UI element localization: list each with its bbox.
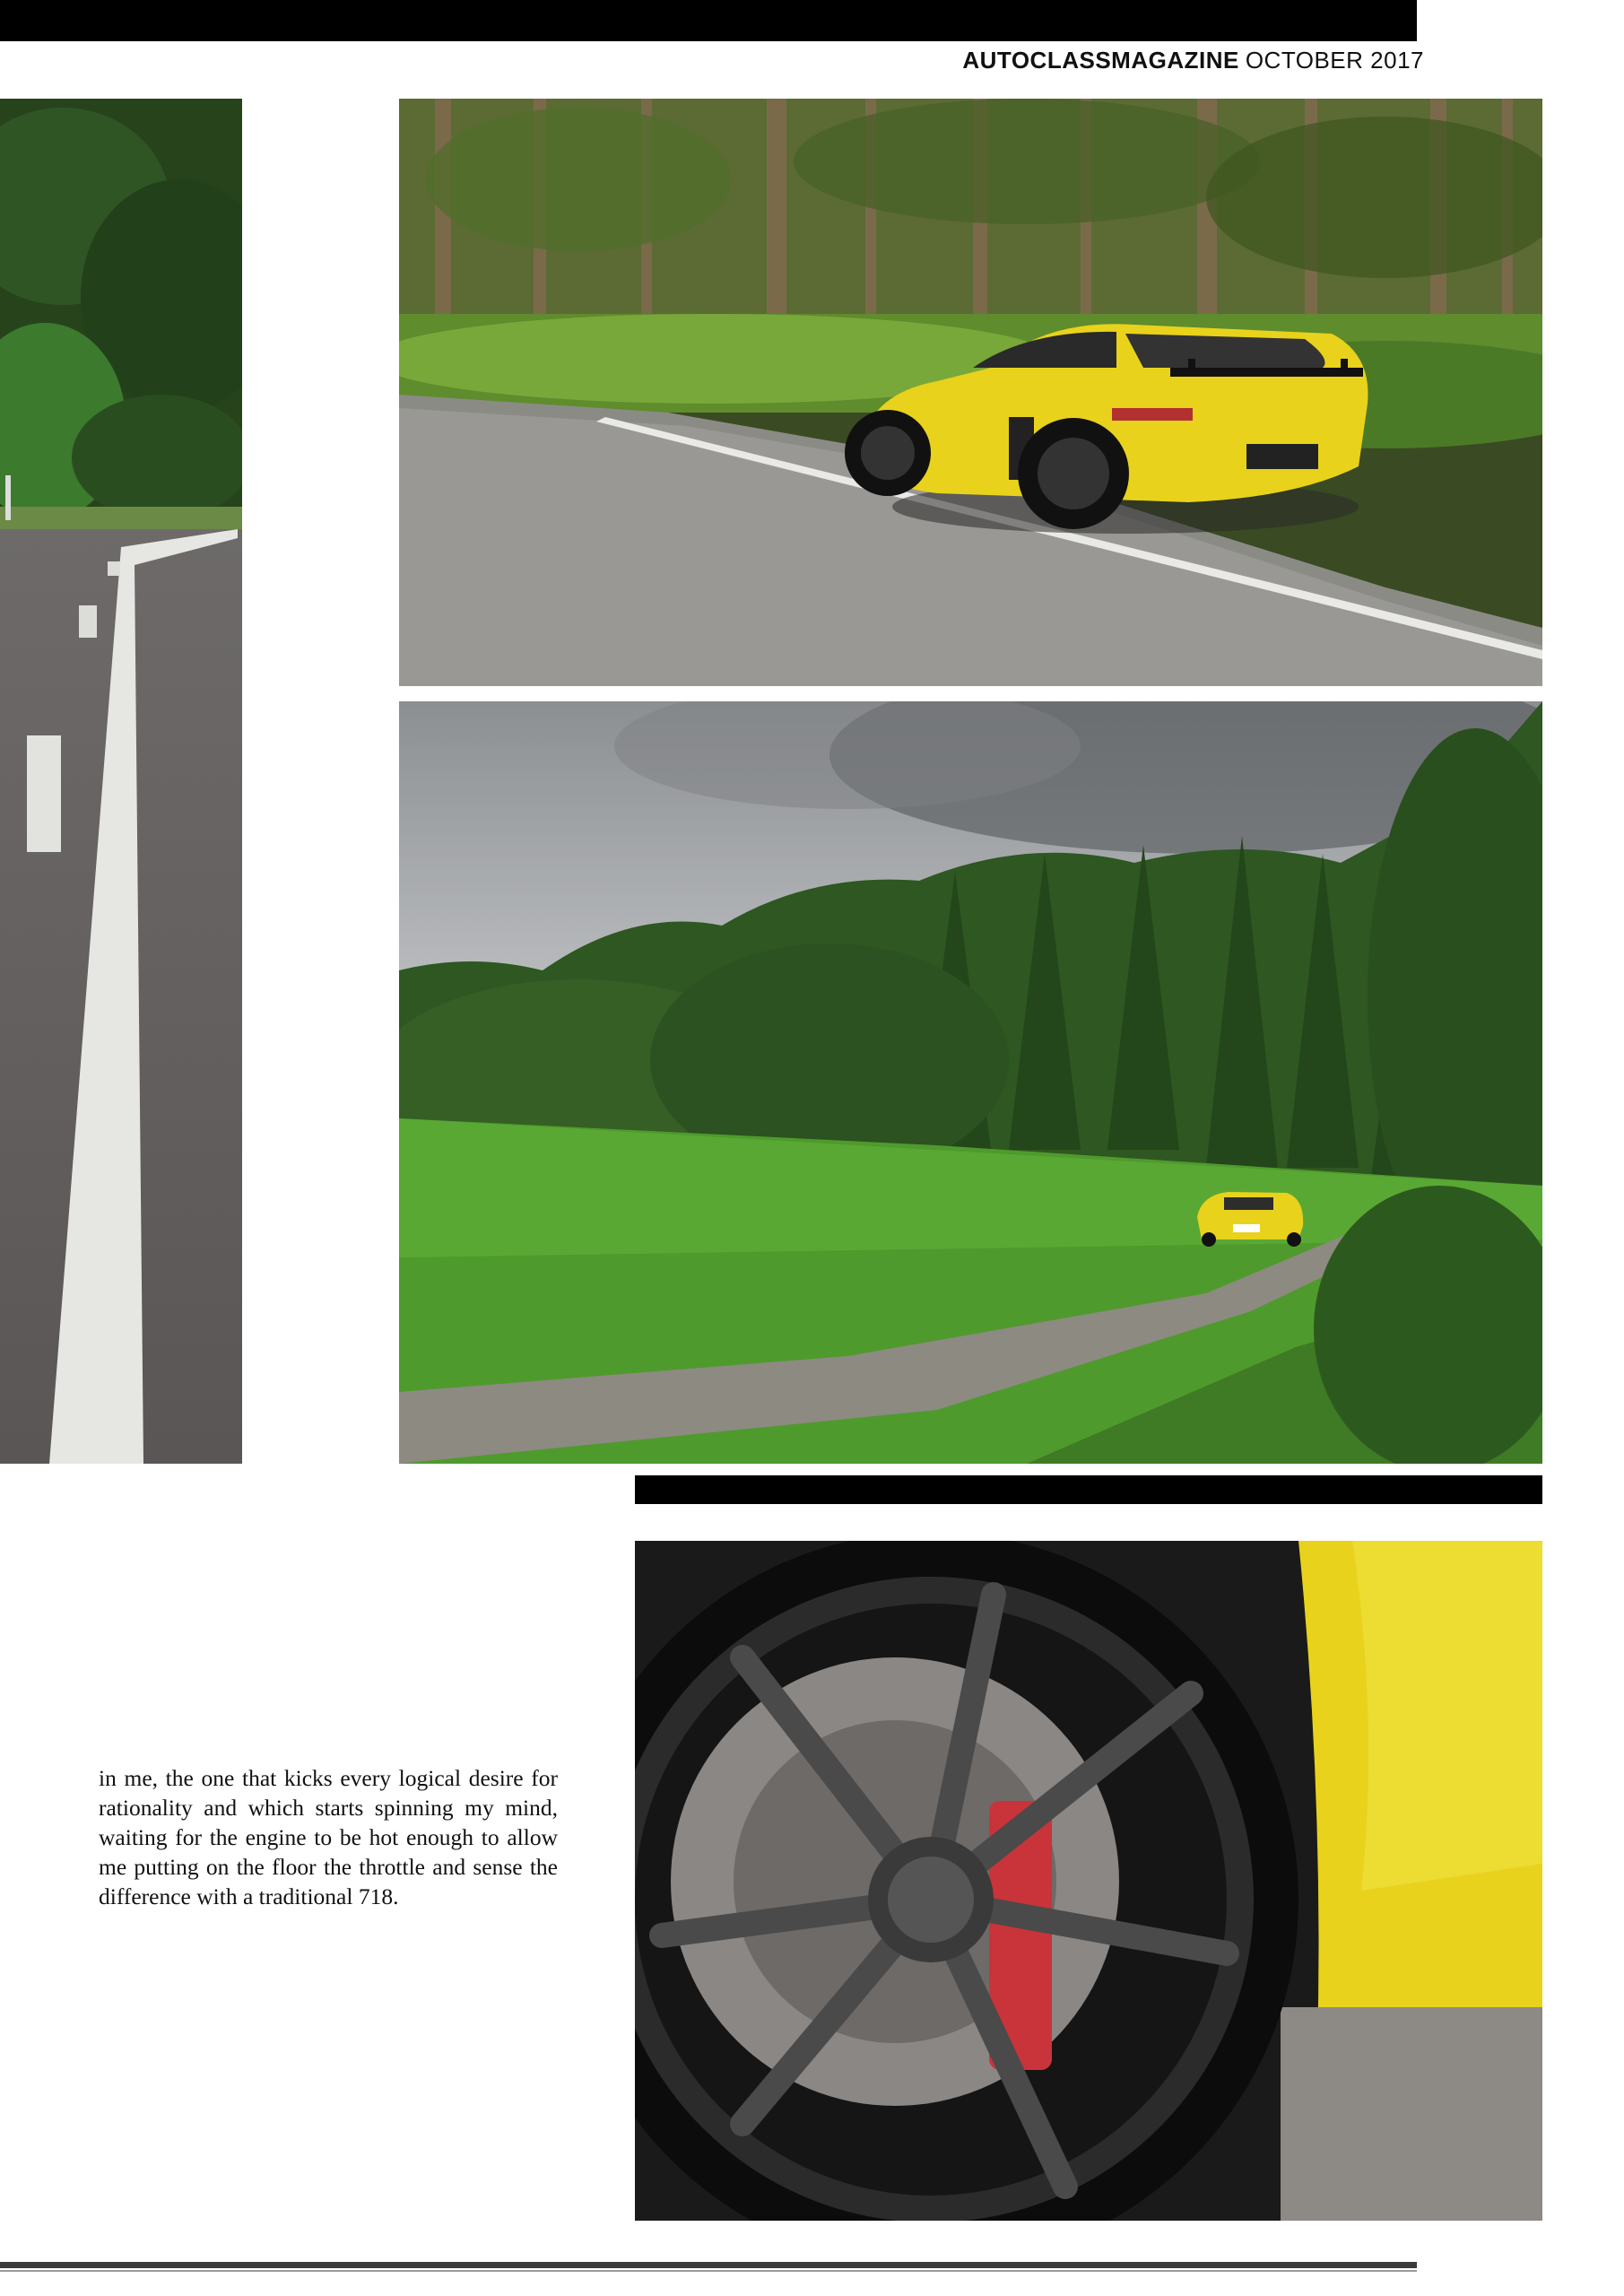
footer-rule-thin [0, 2270, 1417, 2272]
wheel-closeup-photo [635, 1541, 1542, 2221]
road-photo [0, 99, 242, 1464]
magazine-name: AUTOCLASSMAGAZINE [962, 47, 1239, 74]
article-body-text: in me, the one that kicks every logical desire for rationality and which starts spinning my mind, waiting for the engine to be hot enough to allow me putting on the floor the throttle and sense the difference with a traditional 718. [99, 1765, 558, 1909]
forest-road-photo [399, 99, 1542, 686]
header-black-bar [0, 0, 1417, 41]
page-header [0, 47, 1424, 74]
section-black-bar [635, 1475, 1542, 1504]
meadow-photo [399, 701, 1542, 1464]
footer-rule [0, 2262, 1417, 2268]
issue-date: OCTOBER 2017 [1245, 47, 1424, 74]
